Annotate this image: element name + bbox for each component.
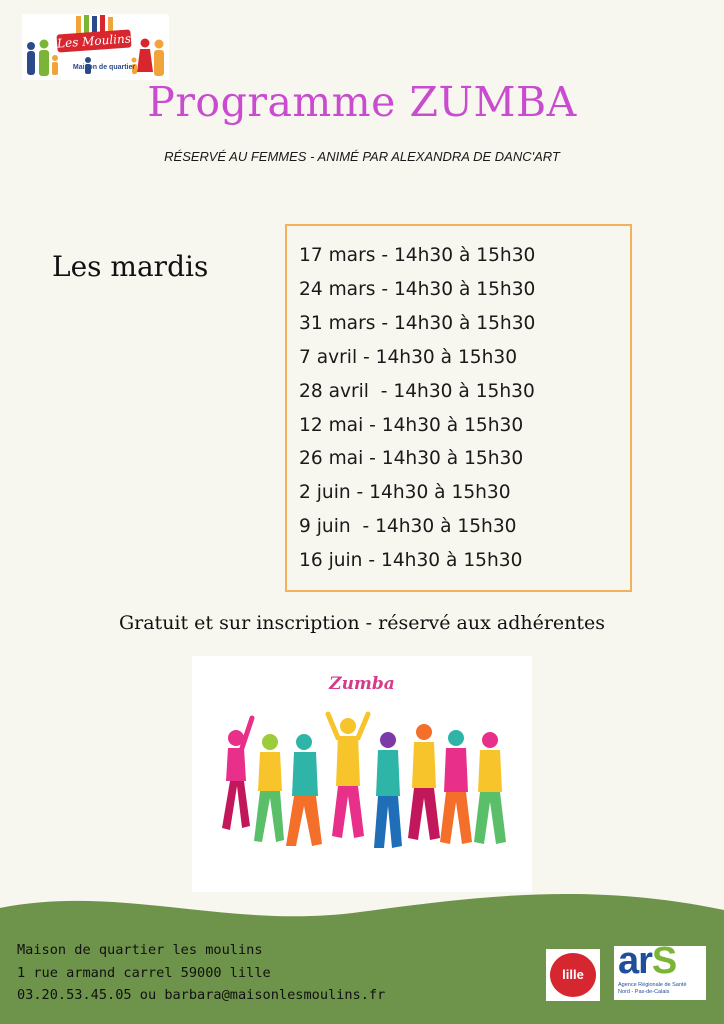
registration-note: Gratuit et sur inscription - réservé aux adhérentes <box>118 612 606 634</box>
ars-logo-main: ar <box>618 940 652 982</box>
zumba-word: Zumba <box>329 674 395 694</box>
schedule-item: 2 juin - 14h30 à 15h30 <box>299 482 511 504</box>
schedule-item: 31 mars - 14h30 à 15h30 <box>299 312 536 334</box>
lille-logo <box>546 949 600 1001</box>
schedule-box <box>285 224 632 592</box>
ars-caption-line-1: Agence Régionale de Santé <box>618 982 687 988</box>
schedule-item: 28 avril - 14h30 à 15h30 <box>299 380 535 402</box>
footer-line: 03.20.53.45.05 ou barbara@maisonlesmoulins.fr <box>17 987 386 1003</box>
footer-line: Maison de quartier les moulins <box>17 942 263 958</box>
zumba-illustration <box>192 656 532 892</box>
schedule-item: 24 mars - 14h30 à 15h30 <box>299 278 536 300</box>
ars-logo-word <box>618 940 676 983</box>
schedule-item: 12 mai - 14h30 à 15h30 <box>299 414 524 436</box>
ars-logo <box>614 940 706 1000</box>
logo-subtitle: Maison de quartier <box>72 64 136 71</box>
lille-logo-word: lille <box>550 953 596 997</box>
schedule-item: 17 mars - 14h30 à 15h30 <box>299 245 536 266</box>
schedule-item: 7 avril - 14h30 à 15h30 <box>299 346 518 368</box>
ars-caption-line-2: Nord - Pas-de-Calais <box>618 989 670 995</box>
schedule-item: 26 mai - 14h30 à 15h30 <box>299 448 524 470</box>
page-subtitle: RÉSERVÉ AU FEMMES - ANIMÉ PAR ALEXANDRA DE DANC'ART <box>164 149 560 164</box>
ars-logo-accent: S <box>651 940 677 982</box>
page-title: Programme ZUMBA <box>147 78 577 126</box>
day-label: Les mardis <box>52 250 209 283</box>
logo-name-banner: Les Moulins <box>56 29 131 52</box>
les-moulins-logo <box>22 14 169 80</box>
schedule-item: 16 juin - 14h30 à 15h30 <box>299 550 523 572</box>
footer-line: 1 rue armand carrel 59000 lille <box>17 964 271 981</box>
ars-logo-caption <box>618 982 704 996</box>
schedule-item: 9 juin - 14h30 à 15h30 <box>299 516 517 538</box>
footer-contact <box>17 939 385 1007</box>
